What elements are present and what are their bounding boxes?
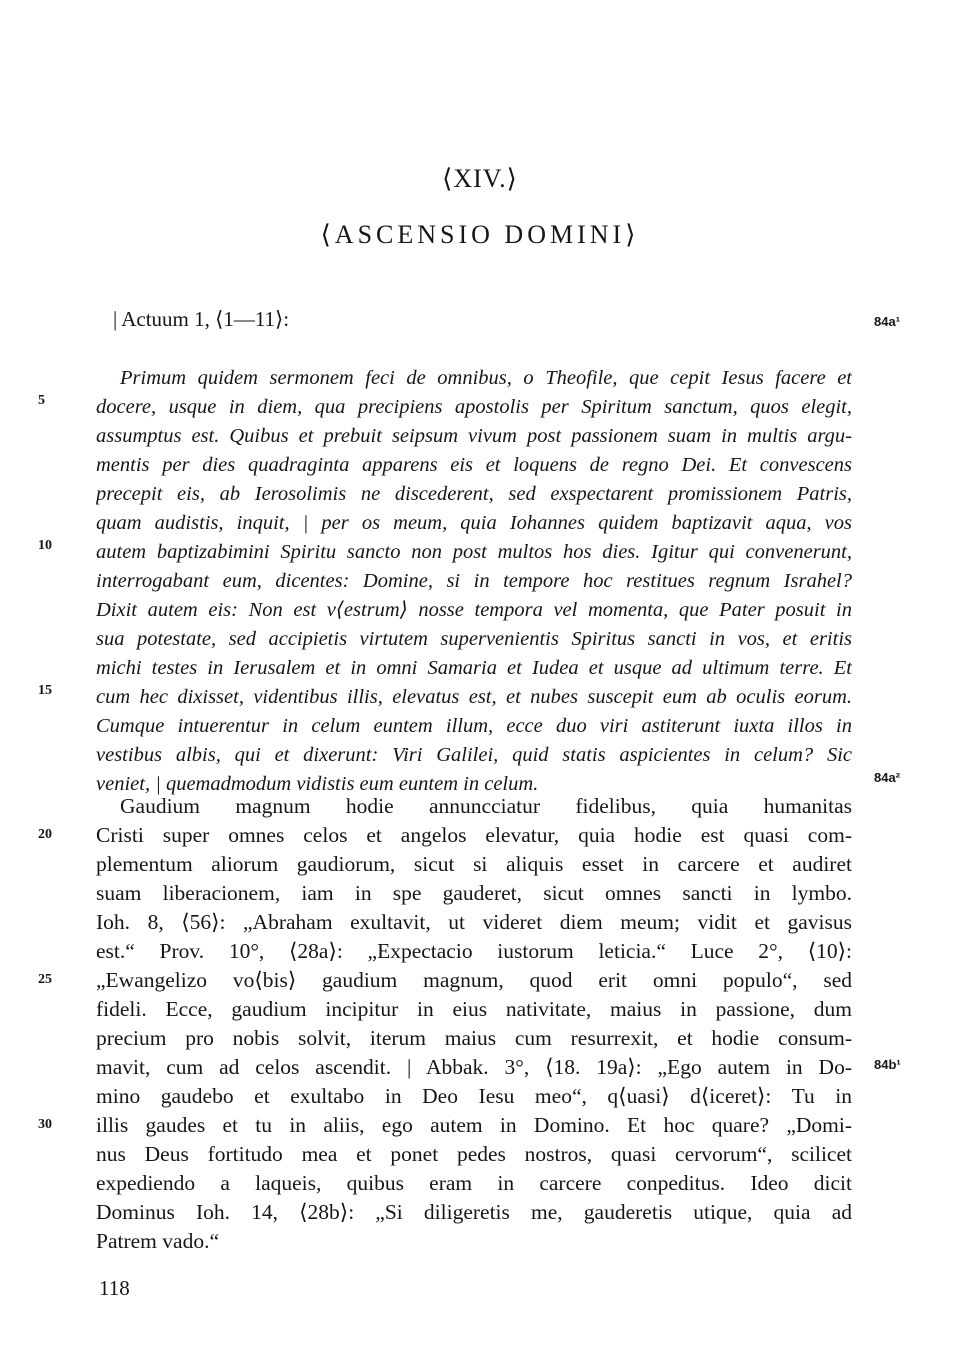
passage-line: sua potestate, sed accipietis virtutem supervenientis Spiritus sancti in vos, et eritis [96, 628, 852, 650]
passage-line: quam audistis, inquit, | per os meum, quia Iohannes quidem baptizavit aqua, vos [96, 512, 852, 534]
sermon-line: Patrem vado.“ [96, 1229, 219, 1253]
scripture-passage [96, 364, 852, 799]
page-number: 118 [99, 1276, 130, 1300]
passage-line: Primum quidem sermonem feci de omnibus, o Theofile, que cepit Iesus facere et [120, 367, 852, 389]
line-number: 20 [38, 827, 52, 842]
line-number: 10 [38, 538, 52, 553]
passage-line: cum hec dixisset, videntibus illis, elevatus est, et nubes suscepit eum ab oculis eorum. [96, 686, 852, 708]
sermon-line: plementum aliorum gaudiorum, sicut si aliquis esset in carcere et audiret [96, 852, 852, 876]
reference-text: Actuum 1, ⟨1—11⟩: [121, 307, 290, 331]
sermon-text [96, 792, 852, 1256]
margin-folio-ref: 84a² [874, 770, 901, 785]
sermon-line: Cristi super omnes celos et angelos elevatur, quia hodie est quasi com- [96, 823, 852, 847]
sermon-line: Dominus Ioh. 14, ⟨28b⟩: „Si diligeretis me, gauderetis utique, quia ad [96, 1200, 852, 1224]
passage-line: autem baptizabimini Spiritu sancto non post multos hos dies. Igitur qui convenerunt, [96, 541, 852, 563]
sermon-line: illis gaudes et tu in aliis, ego autem in Domino. Et hoc quare? „Domi- [96, 1113, 852, 1137]
sermon-line: expediendo a laqueis, quibus eram in carcere conpeditus. Ideo dicit [96, 1171, 852, 1195]
sermon-line: Gaudium magnum hodie annuncciatur fidelibus, quia humanitas [120, 794, 852, 818]
sermon-line: „Ewangelizo vo⟨bis⟩ gaudium magnum, quod erit omni populo“, sed [96, 968, 852, 992]
chapter-number: ⟨XIV.⟩ [442, 164, 518, 193]
passage-line: Dixit autem eis: Non est v⟨estrum⟩ nosse tempora vel momenta, que Pater posuit in [96, 599, 852, 621]
line-number: 25 [38, 972, 52, 987]
sermon-line: est.“ Prov. 10°, ⟨28a⟩: „Expectacio iustorum leticia.“ Luce 2°, ⟨10⟩: [96, 939, 852, 963]
sermon-line: suam liberacionem, iam in spe gauderet, sicut omnes sancti in lymbo. [96, 881, 852, 905]
passage-line: vestibus albis, qui et dixerunt: Viri Galilei, quid statis aspicientes in celum? Sic [96, 744, 852, 766]
passage-line: mentis per dies quadraginta apparens eis et loquens de regno Dei. Et convescens [96, 454, 852, 476]
folio-break-mark: | [113, 307, 118, 331]
line-number: 5 [38, 393, 45, 408]
margin-folio-ref: 84a¹ [874, 314, 901, 329]
passage-line: interrogabant eum, dicentes: Domine, si in tempore hoc restitues regnum Israhel? [96, 570, 852, 592]
sermon-line: precium pro nobis solvit, iterum maius cum resurrexit, et hodie consum- [96, 1026, 852, 1050]
passage-line: precepit eis, ab Ierosolimis ne discederent, sed exspectarent promissionem Patris, [96, 483, 852, 505]
margin-folio-ref: 84b¹ [874, 1057, 901, 1072]
line-number: 30 [38, 1117, 52, 1132]
chapter-title: ⟨ASCENSIO DOMINI⟩ [320, 220, 640, 249]
sermon-line: fideli. Ecce, gaudium incipitur in eius nativitate, maius in passione, dum [96, 997, 852, 1021]
passage-line: Cumque intuerentur in celum euntem illum, ecce duo viri astiterunt iuxta illos in [96, 715, 852, 737]
sermon-line: Ioh. 8, ⟨56⟩: „Abraham exultavit, ut videret diem meum; vidit et gavisus [96, 910, 852, 934]
sermon-line: mino gaudebo et exultabo in Deo Iesu meo“, q⟨uasi⟩ d⟨iceret⟩: Tu in [96, 1084, 852, 1108]
passage-line: assumptus est. Quibus et prebuit seipsum vivum post passionem suam in multis argu- [96, 425, 852, 447]
passage-line: docere, usque in diem, qua precipiens apostolis per Spiritum sanctum, quos elegit, [96, 396, 852, 418]
sermon-line: nus Deus fortitudo mea et ponet pedes nostros, quasi cervorum“, scilicet [96, 1142, 852, 1166]
scripture-reference [113, 307, 289, 332]
line-number: 15 [38, 683, 52, 698]
passage-line: michi testes in Ierusalem et in omni Samaria et Iudea et usque ad ultimum terre. Et [96, 657, 852, 679]
passage-line: veniet, | quemadmodum vidistis eum euntem in celum. [96, 773, 539, 795]
sermon-line: mavit, cum ad celos ascendit. | Abbak. 3°, ⟨18. 19a⟩: „Ego autem in Do- [96, 1055, 852, 1079]
